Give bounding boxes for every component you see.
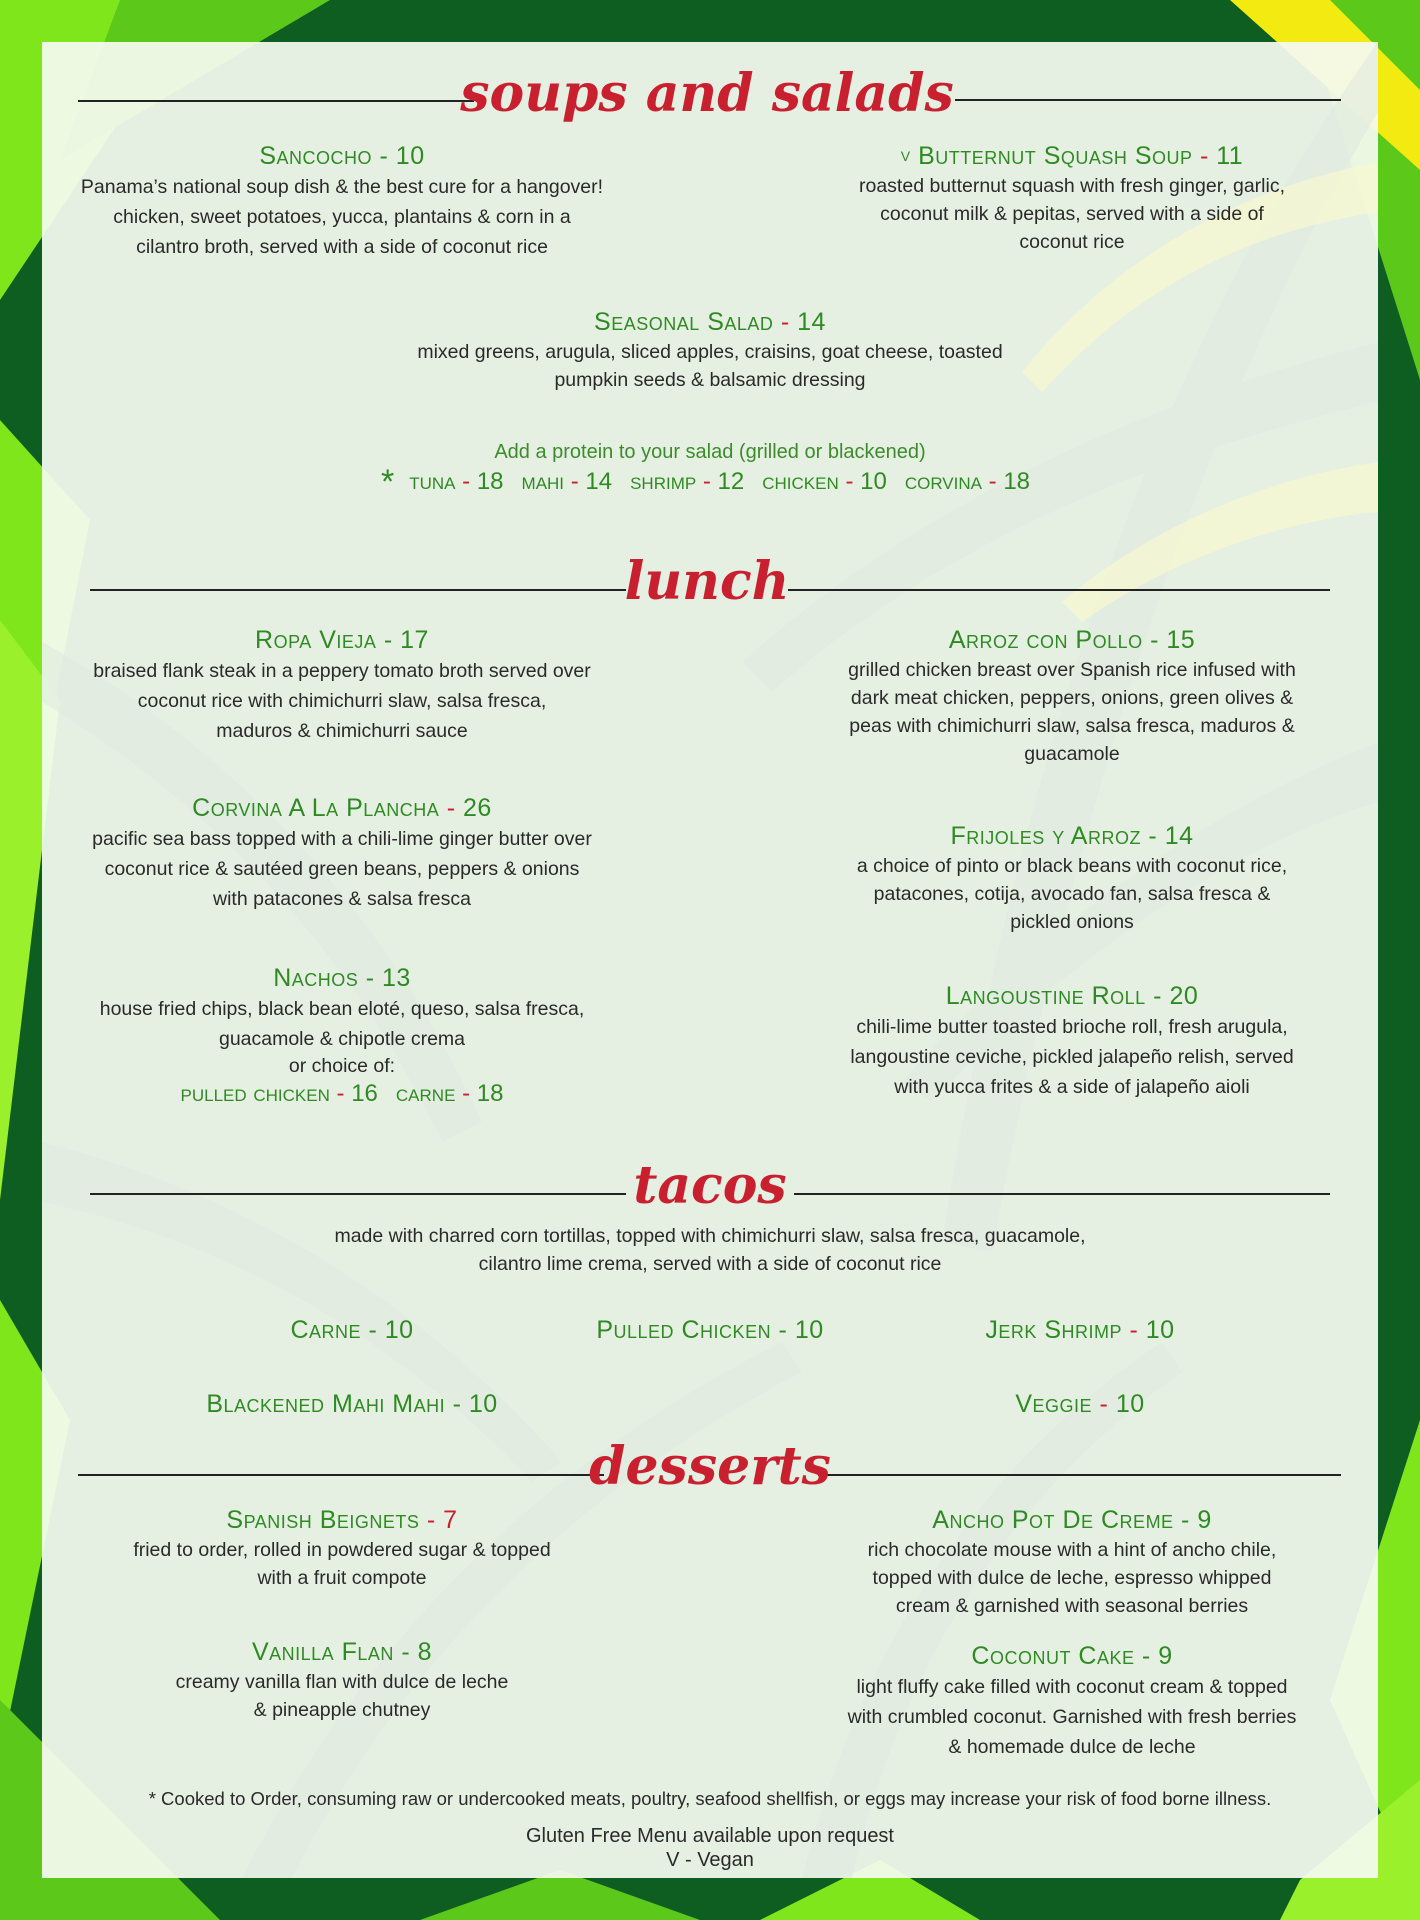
section-heading-desserts: desserts bbox=[589, 1436, 831, 1497]
item-price: 20 bbox=[1169, 982, 1199, 1010]
item-name: Ancho Pot De Creme bbox=[932, 1506, 1174, 1534]
taco-jerk-shrimp: Jerk Shrimp - 10 bbox=[985, 1316, 1175, 1344]
item-name: Sancocho bbox=[259, 142, 373, 170]
protein-option: corvina - 18 bbox=[904, 468, 1031, 495]
item-name: Blackened Mahi Mahi bbox=[206, 1390, 446, 1418]
heading-rule-right bbox=[955, 99, 1341, 101]
gluten-free-note: Gluten Free Menu available upon request bbox=[525, 1825, 894, 1847]
heading-rule-left bbox=[90, 1193, 626, 1195]
item-description: grilled chicken breast over Spanish rice infused with dark meat chicken, peppers, onions, green olives & peas with chimichurri slaw, salsa fresca, maduros & guacamole bbox=[848, 659, 1296, 765]
item-description: fried to order, rolled in powdered sugar & topped with a fruit compote bbox=[133, 1539, 551, 1589]
item-name: Vanilla Flan bbox=[251, 1638, 394, 1666]
taco-pulled-chicken: Pulled Chicken - 10 bbox=[596, 1316, 824, 1344]
item-description: house fried chips, black bean eloté, queso, salsa fresca, guacamole & chipotle crema or choice of: bbox=[99, 998, 585, 1077]
item-name: Veggie bbox=[1015, 1390, 1093, 1418]
heading-rule-right bbox=[788, 589, 1330, 591]
item-price: 17 bbox=[400, 626, 429, 654]
menu-item-nachos: Nachos - 13 house fried chips, black bean eloté, queso, salsa fresca, guacamole & chipotle crema or choice of: pulled chicken - 16 carne - 18 bbox=[42, 962, 642, 1110]
item-name: Butternut Squash Soup bbox=[918, 142, 1193, 170]
protein-note: Add a protein to your salad (grilled or blackened) bbox=[494, 441, 926, 463]
heading-rule-left bbox=[78, 1474, 604, 1476]
menu-item-butternut-squash-soup: $^V$ Butternut Squash Soup - 11 roasted butternut squash with fresh ginger, garlic, coconut milk & pepitas, served with a side of coconut rice bbox=[802, 140, 1342, 256]
item-description: chili-lime butter toasted brioche roll, fresh arugula, langoustine ceviche, pickled jalapeño relish, served with yucca frites & a side of jalapeño aioli bbox=[850, 1016, 1294, 1098]
protein-option: tuna - 18 bbox=[409, 468, 504, 495]
asterisk-icon: * bbox=[380, 463, 395, 501]
taco-blackened-mahi-mahi: Blackened Mahi Mahi - 10 bbox=[206, 1390, 498, 1418]
item-name: Seasonal Salad bbox=[594, 308, 774, 336]
item-description: a choice of pinto or black beans with coconut rice, patacones, cotija, avocado fan, salsa fresca & pickled onions bbox=[856, 855, 1288, 933]
item-name: Spanish Beignets bbox=[226, 1506, 420, 1534]
item-price: 10 bbox=[794, 1316, 824, 1344]
food-safety-disclaimer: * Cooked to Order, consuming raw or undercooked meats, poultry, seafood shellfish, or eggs may increase your risk of food borne illness. bbox=[148, 1788, 1272, 1809]
item-price: 10 bbox=[395, 142, 425, 170]
item-price: 10 bbox=[468, 1390, 498, 1418]
item-description: roasted butternut squash with fresh ginger, garlic, coconut milk & pepitas, served with a side of coconut rice bbox=[859, 175, 1285, 253]
item-description: pacific sea bass topped with a chili-lime ginger butter over coconut rice & sautéed green beans, peppers & onions with patacones & salsa fresca bbox=[92, 828, 592, 910]
item-description: creamy vanilla flan with dulce de leche & pineapple chutney bbox=[175, 1671, 509, 1721]
menu-item-coconut-cake: Coconut Cake - 9 light fluffy cake filled with coconut cream & topped with crumbled coconut. Garnished with fresh berries & homemade dulce de leche bbox=[782, 1640, 1362, 1762]
nachos-options bbox=[42, 1078, 642, 1110]
item-price: 14 bbox=[1164, 822, 1194, 850]
menu-item-ancho-pot-de-creme: Ancho Pot De Creme - 9 rich chocolate mouse with a hint of ancho chile, topped with dulce de leche, espresso whipped cream & garnished with seasonal berries bbox=[782, 1504, 1362, 1620]
item-name: Coconut Cake bbox=[971, 1642, 1135, 1670]
item-name: Corvina A La Plancha bbox=[192, 794, 440, 822]
item-description: Panama’s national soup dish & the best cure for a hangover! chicken, sweet potatoes, yucca, plantains & corn in a cilantro broth, served with a side of coconut rice bbox=[80, 176, 604, 258]
menu-item-arroz-con-pollo: Arroz con Pollo - 15 grilled chicken breast over Spanish rice infused with dark meat chicken, peppers, onions, green olives & peas with chimichurri slaw, salsa fresca, maduros & guacamole bbox=[782, 624, 1362, 768]
item-name: Jerk Shrimp bbox=[985, 1316, 1123, 1344]
menu-item-spanish-beignets: Spanish Beignets - 7 fried to order, rolled in powdered sugar & topped with a fruit compote bbox=[62, 1504, 622, 1592]
item-description: rich chocolate mouse with a hint of ancho chile, topped with dulce de leche, espresso whipped cream & garnished with seasonal berries bbox=[867, 1539, 1277, 1617]
heading-rule-right bbox=[818, 1474, 1341, 1476]
item-name: Carne bbox=[290, 1316, 362, 1344]
item-price: 13 bbox=[382, 964, 411, 992]
item-price: 10 bbox=[384, 1316, 414, 1344]
item-description: light fluffy cake filled with coconut cream & topped with crumbled coconut. Garnished with fresh berries & homemade dulce de leche bbox=[847, 1676, 1297, 1758]
item-name: Pulled Chicken bbox=[596, 1316, 772, 1344]
nachos-option: pulled chicken - 16 bbox=[180, 1080, 378, 1107]
item-name: Langoustine Roll bbox=[945, 982, 1146, 1010]
vegan-mark: V bbox=[900, 148, 911, 164]
item-price: 10 bbox=[1145, 1316, 1175, 1344]
item-description: braised flank steak in a peppery tomato broth served over coconut rice with chimichurri slaw, salsa fresca, maduros & chimichurri sauce bbox=[93, 660, 591, 742]
item-price: 9 bbox=[1197, 1506, 1212, 1534]
menu-item-sancocho: Sancocho - 10 Panama’s national soup dish & the best cure for a hangover! chicken, sweet potatoes, yucca, plantains & corn in a cilantro broth, served with a side of coconut rice bbox=[42, 140, 642, 262]
menu-item-ropa-vieja: Ropa Vieja - 17 braised flank steak in a peppery tomato broth served over coconut rice with chimichurri slaw, salsa fresca, maduros & chimichurri sauce bbox=[42, 624, 642, 746]
item-description: mixed greens, arugula, sliced apples, craisins, goat cheese, toasted pumpkin seeds & balsamic dressing bbox=[417, 341, 1003, 391]
section-heading-tacos: tacos bbox=[633, 1155, 787, 1216]
item-name: Ropa Vieja bbox=[255, 626, 377, 654]
item-price: 9 bbox=[1158, 1642, 1173, 1670]
item-price: 11 bbox=[1216, 142, 1244, 170]
section-heading-lunch: lunch bbox=[624, 551, 790, 612]
footer bbox=[42, 1786, 1378, 1872]
menu-item-langoustine-roll: Langoustine Roll - 20 chili-lime butter toasted brioche roll, fresh arugula, langoustine ceviche, pickled jalapeño relish, served with yucca frites & a side of jalapeño aioli bbox=[782, 980, 1362, 1102]
protein-addons bbox=[260, 438, 1160, 501]
menu-item-seasonal-salad: Seasonal Salad - 14 mixed greens, arugula, sliced apples, craisins, goat cheese, toasted pumpkin seeds & balsamic dressing bbox=[310, 306, 1110, 394]
taco-carne: Carne - 10 bbox=[290, 1316, 414, 1344]
nachos-option: carne - 18 bbox=[395, 1080, 504, 1107]
protein-option: mahi - 14 bbox=[521, 468, 613, 495]
item-name: Nachos bbox=[273, 964, 359, 992]
item-price: 15 bbox=[1166, 626, 1196, 654]
tacos-description: made with charred corn tortillas, topped with chimichurri slaw, salsa fresca, guacamole, cilantro lime crema, served with a side of coconut rice bbox=[334, 1225, 1086, 1275]
item-name: Frijoles y Arroz bbox=[950, 822, 1141, 850]
menu-item-corvina-a-la-plancha: Corvina A La Plancha - 26 pacific sea bass topped with a chili-lime ginger butter over coconut rice & sautéed green beans, peppers & onions with patacones & salsa fresca bbox=[42, 792, 642, 914]
protein-list bbox=[260, 463, 1160, 501]
item-price: 14 bbox=[797, 308, 826, 336]
item-price: 7 bbox=[443, 1506, 458, 1534]
item-price: 26 bbox=[463, 794, 492, 822]
protein-option: shrimp - 12 bbox=[630, 468, 745, 495]
protein-option: chicken - 10 bbox=[762, 468, 887, 495]
vegan-key: V - Vegan bbox=[666, 1849, 754, 1871]
menu-item-vanilla-flan: Vanilla Flan - 8 creamy vanilla flan with dulce de leche & pineapple chutney bbox=[62, 1636, 622, 1724]
item-name: Arroz con Pollo bbox=[948, 626, 1143, 654]
item-price: 8 bbox=[417, 1638, 433, 1666]
item-price: 10 bbox=[1115, 1390, 1145, 1418]
heading-rule-left bbox=[90, 589, 626, 591]
heading-rule-left bbox=[78, 100, 474, 102]
taco-veggie: Veggie - 10 bbox=[1015, 1390, 1145, 1418]
heading-rule-right bbox=[794, 1193, 1330, 1195]
menu-panel bbox=[42, 42, 1378, 1878]
section-heading-soups: soups and salads bbox=[460, 63, 954, 124]
menu-item-frijoles-y-arroz: Frijoles y Arroz - 14 a choice of pinto or black beans with coconut rice, patacones, cotija, avocado fan, salsa fresca & pickled onions bbox=[782, 820, 1362, 936]
